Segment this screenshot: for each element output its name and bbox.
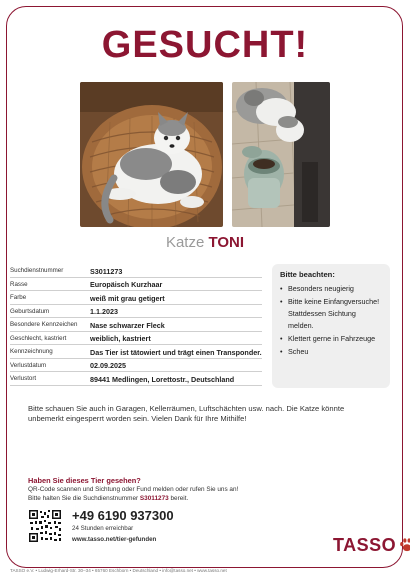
detail-value: S3011273: [90, 266, 123, 276]
seen-line-2: [28, 495, 328, 504]
pet-name-heading: [0, 234, 410, 251]
seen-line-1: QR-Code scannen und Sichtung oder Fund melden oder rufen Sie uns an!: [28, 486, 239, 493]
species-label: Katze: [165, 234, 205, 251]
note-item: melden.: [288, 321, 314, 330]
detail-value: weiß mit grau getigert: [90, 293, 165, 303]
detail-label: Verlustort: [10, 375, 37, 382]
detail-value: 02.09.2025: [90, 361, 126, 370]
detail-row-identification: [10, 345, 262, 359]
detail-value: weiblich, kastriert: [90, 334, 151, 343]
detail-label: Farbe: [10, 294, 27, 301]
detail-value: Das Tier ist tätowiert und trägt einen Transponder.: [90, 347, 262, 357]
detail-row-sex: [10, 332, 262, 346]
detail-value: Europäisch Kurzhaar: [90, 280, 163, 289]
note-item: Stattdessen Sichtung: [288, 309, 356, 318]
seen-line-2-suffix: bereit.: [170, 494, 189, 502]
detail-value: Nase schwarzer Fleck: [90, 320, 165, 330]
qr-code-icon[interactable]: [28, 509, 62, 543]
logo-text: TASSO: [333, 534, 397, 555]
detail-label: Besondere Kennzeichen: [10, 321, 78, 328]
cat-photo-basket: [80, 82, 223, 227]
detail-label: Verlustdatum: [10, 361, 47, 369]
availability-text: 24 Stunden erreichbar: [72, 525, 134, 532]
report-link[interactable]: www.tasso.net/tier-gefunden: [72, 536, 157, 543]
notes-box: [272, 264, 390, 388]
detail-row-color: [10, 291, 262, 305]
detail-label: Geschlecht, kastriert: [10, 334, 67, 342]
pet-name: TONI: [208, 234, 245, 251]
note-item: • Bitte keine Einfangversuche!: [280, 297, 382, 307]
note-item: • Besonders neugierig: [280, 284, 382, 294]
detail-row-birthdate: [10, 305, 262, 319]
detail-row-breed: [10, 278, 262, 292]
detail-value: 89441 Medlingen, Lorettostr., Deutschland: [90, 374, 235, 384]
phone-number[interactable]: +49 6190 937300: [72, 508, 174, 523]
cat-photo-feeding: [232, 82, 330, 227]
search-number-highlight: S3011273: [139, 494, 169, 502]
detail-value: 1.1.2023: [90, 307, 118, 316]
detail-label: Rasse: [10, 280, 28, 288]
detail-row-loss-date: [10, 359, 262, 373]
detail-row-marks: [10, 318, 262, 332]
detail-label: Suchdienstnummer: [10, 267, 64, 274]
seen-line-2-prefix: Bitte halten Sie die Suchdienstnummer: [28, 494, 139, 502]
note-item: • Scheu: [280, 347, 382, 357]
notes-title: Bitte beachten:: [280, 270, 335, 279]
appeal-text: Bitte schauen Sie auch in Garagen, Kellerräumen, Luftschächten usw. nach. Die Katze könnte unbemerkt eingesperrt worden sein. Vielen Dank für Ihre Mithilfe!: [28, 404, 345, 423]
details-table: [10, 264, 262, 386]
detail-label: Geburtsdatum: [10, 307, 50, 315]
seen-title: Haben Sie dieses Tier gesehen?: [28, 476, 141, 485]
footer-address: TASSO e.V. • Ludwig-Erhard-Str. 30–34 • 65760 Eschborn • Deutschland • info@tasso.net • www.tasso.net: [10, 568, 227, 573]
seen-instructions: [28, 486, 328, 503]
poster-title: GESUCHT!: [101, 24, 309, 66]
detail-row-search-number: [10, 264, 262, 278]
paw-icon: [398, 536, 410, 554]
notes-list: [280, 284, 382, 357]
detail-label: Kennzeichnung: [10, 348, 53, 355]
detail-row-loss-place: [10, 372, 262, 386]
tasso-logo: [333, 532, 410, 558]
note-item: • Klettert gerne in Fahrzeuge: [280, 334, 382, 344]
